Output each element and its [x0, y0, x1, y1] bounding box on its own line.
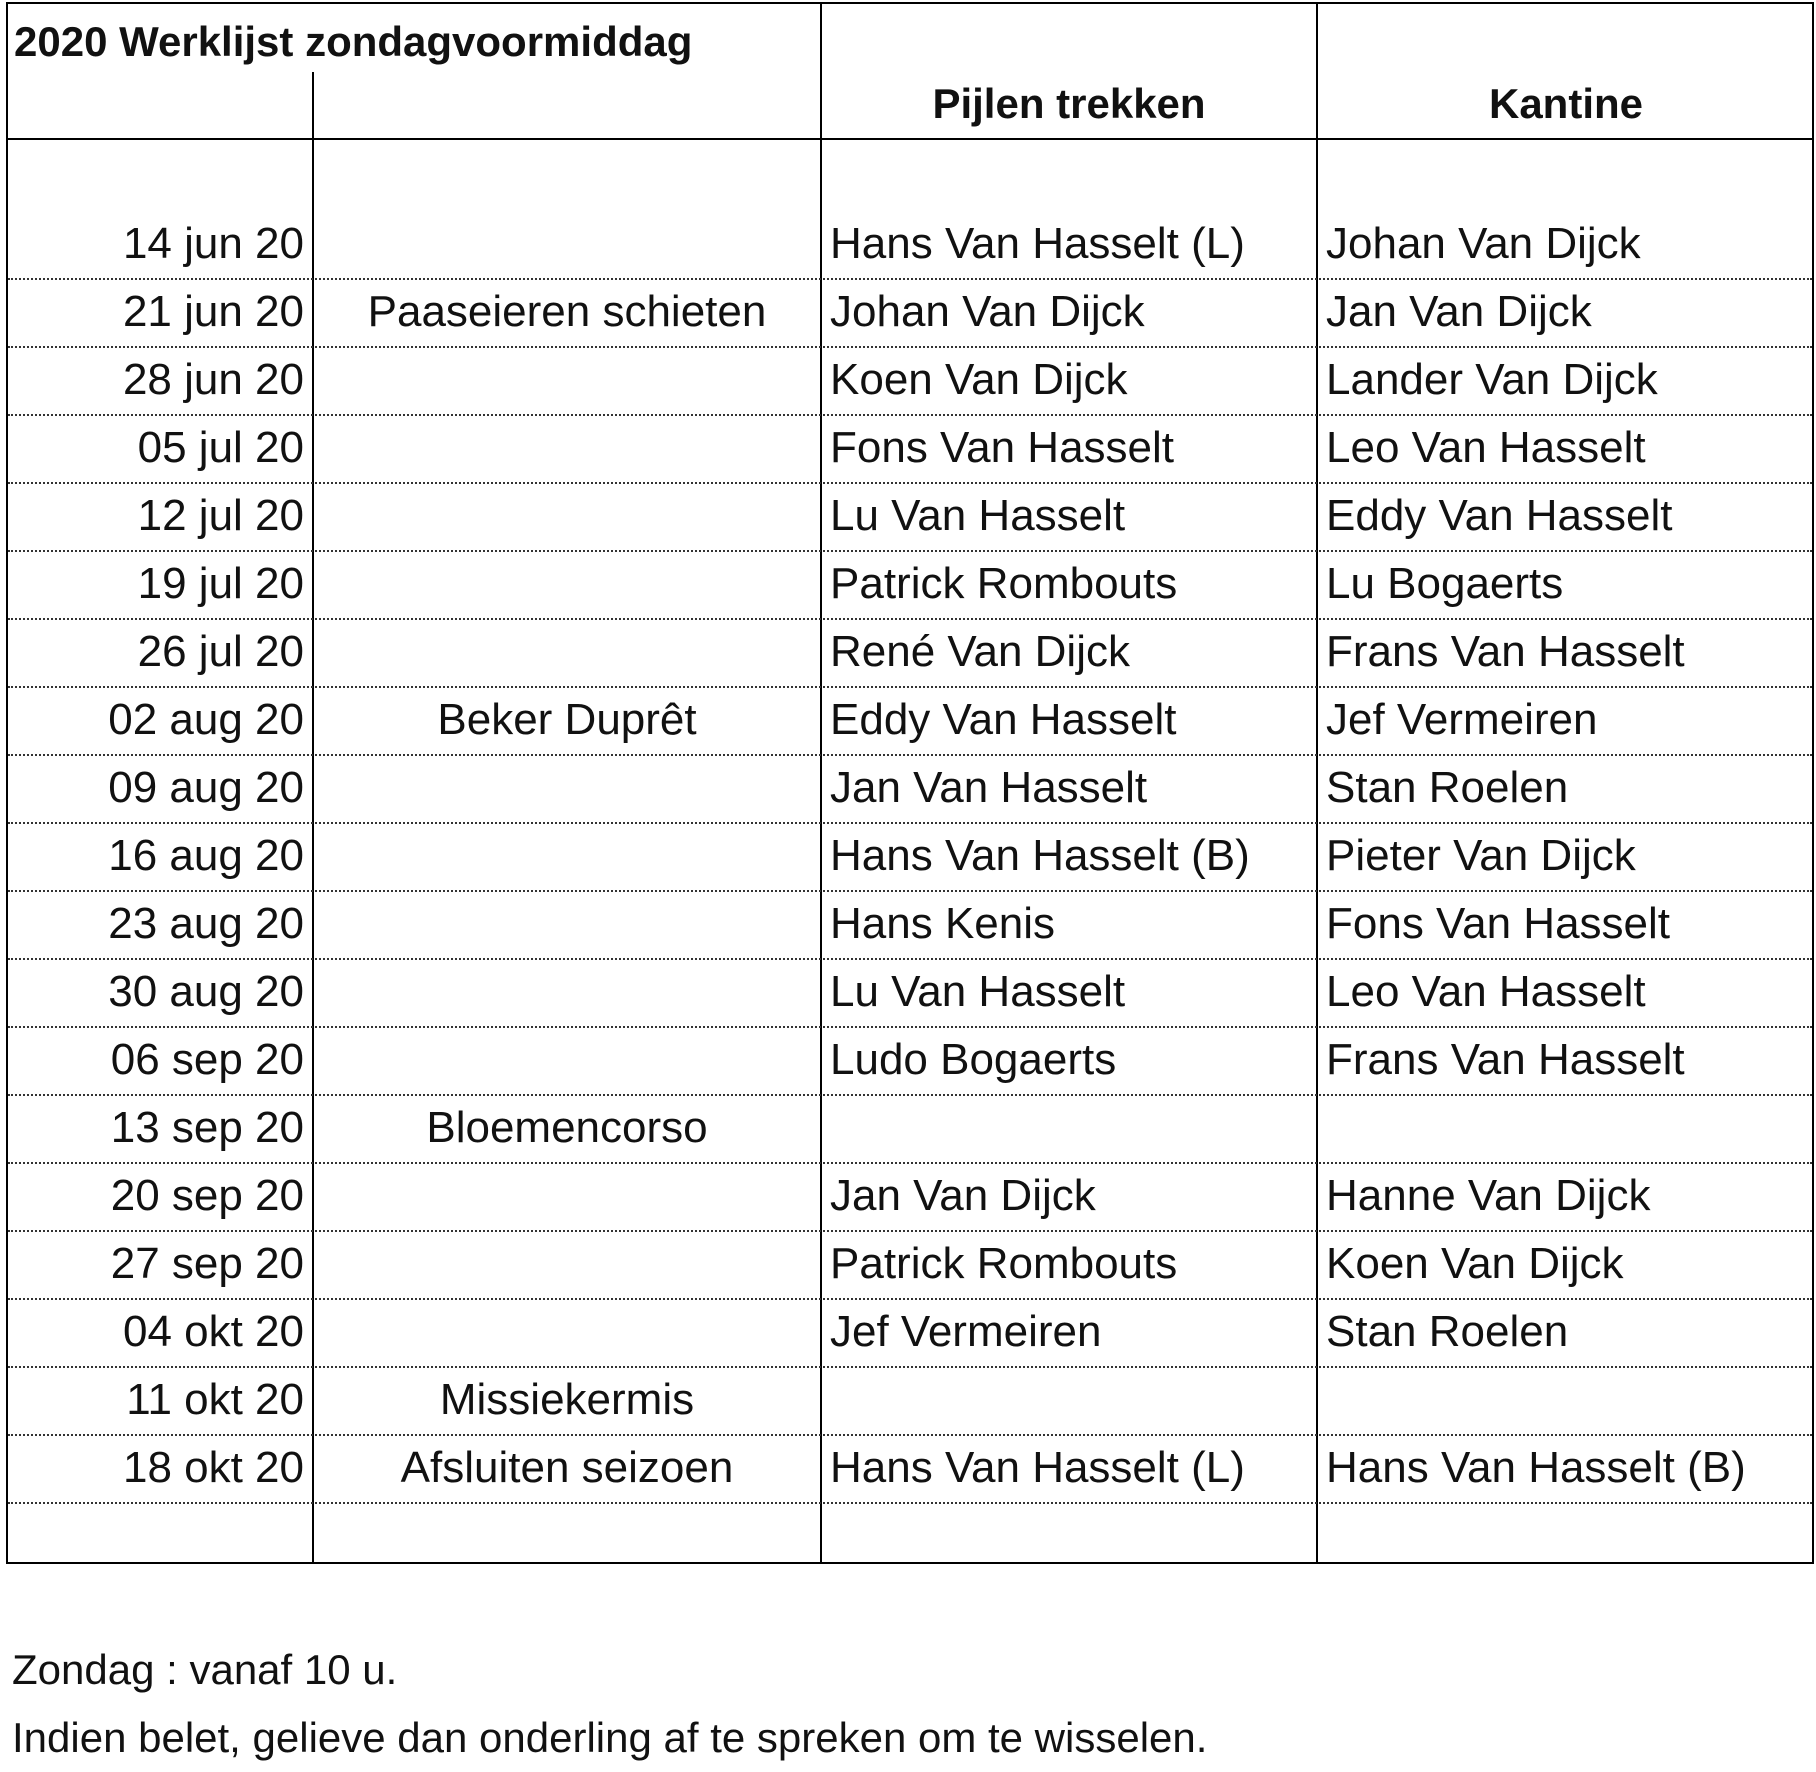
note-swap: Indien belet, gelieve dan onderling af te spreken om te wisselen. — [12, 1714, 1208, 1761]
table-row — [8, 620, 1812, 688]
schedule-table — [6, 2, 1814, 1564]
date-cell: 09 aug 20 — [108, 763, 304, 812]
kantine-cell: Leo Van Hasselt — [1326, 423, 1646, 472]
table-row — [8, 892, 1812, 960]
kantine-cell: Jef Vermeiren — [1326, 695, 1598, 744]
pijlen-cell: Lu Van Hasselt — [830, 967, 1126, 1016]
pijlen-cell: Koen Van Dijck — [830, 355, 1128, 404]
table-row — [8, 552, 1812, 620]
event-cell: Beker Duprêt — [437, 695, 697, 744]
pijlen-cell: Patrick Rombouts — [830, 1239, 1178, 1288]
date-cell: 20 sep 20 — [110, 1171, 304, 1220]
table-row — [8, 1300, 1812, 1368]
column-header-kantine: Kantine — [1488, 80, 1643, 127]
date-cell: 05 jul 20 — [137, 423, 304, 472]
pijlen-cell: Patrick Rombouts — [830, 559, 1178, 608]
kantine-cell: Stan Roelen — [1326, 763, 1569, 812]
table-row — [8, 212, 1812, 280]
date-cell: 23 aug 20 — [108, 899, 304, 948]
notes — [12, 1636, 1207, 1772]
kantine-cell: Frans Van Hasselt — [1326, 1035, 1685, 1084]
kantine-cell: Pieter Van Dijck — [1326, 831, 1636, 880]
table-row — [8, 280, 1812, 348]
pijlen-cell: Johan Van Dijck — [830, 287, 1145, 336]
pijlen-cell: Lu Van Hasselt — [830, 491, 1126, 540]
table-row — [8, 960, 1812, 1028]
date-cell: 19 jul 20 — [137, 559, 304, 608]
table-row — [8, 416, 1812, 484]
kantine-cell: Eddy Van Hasselt — [1326, 491, 1673, 540]
kantine-cell: Stan Roelen — [1326, 1307, 1569, 1356]
table-row — [8, 1368, 1812, 1436]
date-cell: 11 okt 20 — [126, 1375, 304, 1424]
event-cell: Bloemencorso — [426, 1103, 708, 1152]
pijlen-cell: Jan Van Dijck — [830, 1171, 1096, 1220]
date-cell: 12 jul 20 — [137, 491, 304, 540]
pijlen-cell: Hans Van Hasselt (L) — [830, 1443, 1245, 1492]
kantine-cell: Leo Van Hasselt — [1326, 967, 1646, 1016]
pijlen-cell: Jef Vermeiren — [830, 1307, 1102, 1356]
date-cell: 18 okt 20 — [122, 1443, 304, 1492]
event-cell: Afsluiten seizoen — [400, 1443, 734, 1492]
pijlen-cell: Eddy Van Hasselt — [830, 695, 1177, 744]
event-cell: Missiekermis — [439, 1375, 695, 1424]
table-row — [8, 1096, 1812, 1164]
pijlen-cell: Hans Kenis — [830, 899, 1056, 948]
table-row — [8, 1436, 1812, 1504]
kantine-cell: Lander Van Dijck — [1326, 355, 1658, 404]
pijlen-cell: Ludo Bogaerts — [830, 1035, 1117, 1084]
kantine-cell: Johan Van Dijck — [1326, 219, 1641, 268]
kantine-cell: Fons Van Hasselt — [1326, 899, 1671, 948]
date-cell: 21 jun 20 — [122, 287, 304, 336]
date-cell: 27 sep 20 — [110, 1239, 304, 1288]
date-cell: 04 okt 20 — [122, 1307, 304, 1356]
table-row — [8, 1164, 1812, 1232]
kantine-cell: Koen Van Dijck — [1326, 1239, 1624, 1288]
kantine-cell: Hanne Van Dijck — [1326, 1171, 1651, 1220]
event-cell: Paaseieren schieten — [367, 287, 767, 336]
pijlen-cell: René Van Dijck — [830, 627, 1130, 676]
date-cell: 14 jun 20 — [122, 219, 304, 268]
kantine-cell: Lu Bogaerts — [1326, 559, 1564, 608]
date-cell: 06 sep 20 — [110, 1035, 304, 1084]
note-time: Zondag : vanaf 10 u. — [12, 1646, 398, 1693]
table-row — [8, 1028, 1812, 1096]
table-row — [8, 348, 1812, 416]
kantine-cell: Hans Van Hasselt (B) — [1326, 1443, 1746, 1492]
date-cell: 16 aug 20 — [108, 831, 304, 880]
table-row — [8, 824, 1812, 892]
schedule-rows — [8, 212, 1812, 1504]
table-row — [8, 1232, 1812, 1300]
pijlen-cell: Hans Van Hasselt (L) — [830, 219, 1245, 268]
column-header-pijlen: Pijlen trekken — [932, 80, 1206, 127]
date-cell: 13 sep 20 — [110, 1103, 304, 1152]
table-row — [8, 688, 1812, 756]
pijlen-cell: Hans Van Hasselt (B) — [830, 831, 1250, 880]
kantine-cell: Frans Van Hasselt — [1326, 627, 1685, 676]
page-title: 2020 Werklijst zondagvoormiddag — [14, 18, 693, 65]
pijlen-cell: Fons Van Hasselt — [830, 423, 1175, 472]
kantine-cell: Jan Van Dijck — [1326, 287, 1592, 336]
date-cell: 02 aug 20 — [108, 695, 304, 744]
date-cell: 28 jun 20 — [122, 355, 304, 404]
table-row — [8, 756, 1812, 824]
table-row — [8, 484, 1812, 552]
header-divider — [8, 138, 1812, 140]
pijlen-cell: Jan Van Hasselt — [830, 763, 1148, 812]
date-cell: 30 aug 20 — [108, 967, 304, 1016]
date-cell: 26 jul 20 — [137, 627, 304, 676]
